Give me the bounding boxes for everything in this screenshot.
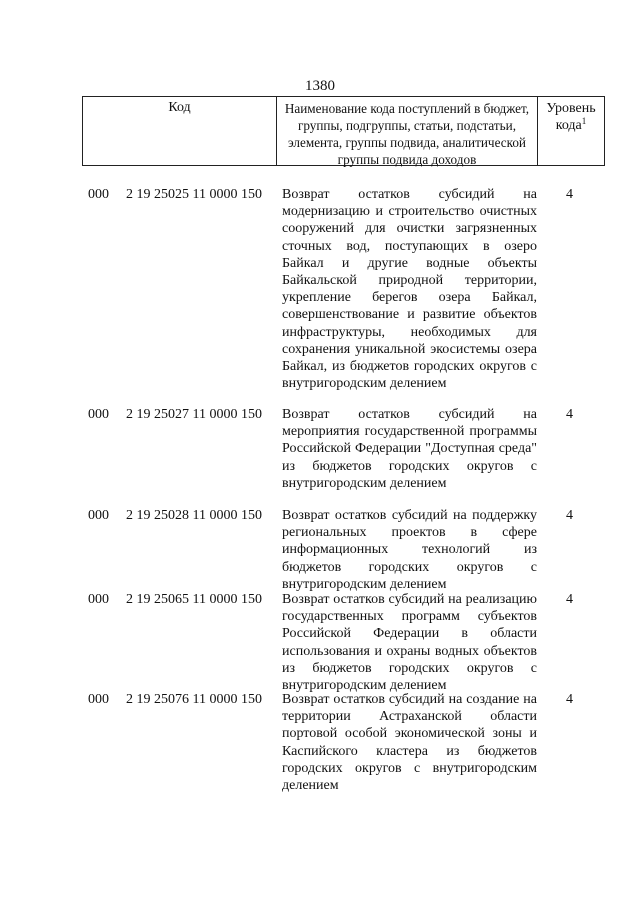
header-level — [538, 97, 604, 165]
row-prefix: 000 — [88, 508, 109, 523]
row-prefix: 000 — [88, 592, 109, 607]
table-body — [0, 186, 640, 801]
table-row — [0, 591, 640, 694]
table-row — [0, 507, 640, 591]
row-description: Возврат остатков субсидий на создание на территории Астраханской области портовой особой экономической зоны и Каспийского кластера из бюджетов городских округов с внутригородским делением — [282, 692, 537, 794]
row-code: 2 19 25028 11 0000 150 — [126, 508, 262, 523]
header-level-label: Уровень кода — [546, 101, 596, 133]
page-number: 1380 — [305, 78, 335, 94]
row-description: Возврат остатков субсидий на реализацию государственных программ субъектов Российской Федерации в области использования и охраны водных объектов из бюджетов городских округов с внутригородским делением — [282, 592, 537, 694]
row-prefix: 000 — [88, 692, 109, 707]
row-description: Возврат остатков субсидий на модернизацию и строительство очистных сооружений для очистки загрязненных сточных вод, поступающих в озеро Байкал и другие водные объекты Байкальской природной территории, укрепление берегов озера Байкал, совершенствование и развитие объектов инфраструктуры, необходимых для сохранения уникальной экосистемы озера Байкал, из бюджетов городских округов с внутригородским делением — [282, 187, 537, 392]
row-level: 4 — [566, 592, 573, 607]
row-level: 4 — [566, 187, 573, 202]
header-level-footnote: 1 — [581, 116, 587, 126]
row-code: 2 19 25076 11 0000 150 — [126, 692, 262, 707]
table-header — [82, 96, 605, 166]
row-level: 4 — [566, 692, 573, 707]
row-code: 2 19 25065 11 0000 150 — [126, 592, 262, 607]
row-prefix: 000 — [88, 187, 109, 202]
row-prefix: 000 — [88, 407, 109, 422]
row-description: Возврат остатков субсидий на поддержку региональных проектов в сфере информационных технологий из бюджетов городских округов с внутригородским делением — [282, 508, 537, 592]
row-level: 4 — [566, 407, 573, 422]
row-description: Возврат остатков субсидий на мероприятия государственной программы Российской Федерации "Доступная среда" из бюджетов городских округов с внутригородским делением — [282, 407, 537, 491]
header-name: Наименование кода поступлений в бюджет, группы, подгруппы, статьи, подстатьи, элемента, группы подвида, аналитической группы подвида доходов — [277, 97, 538, 165]
row-code: 2 19 25027 11 0000 150 — [126, 407, 262, 422]
table-row — [0, 406, 640, 507]
header-code: Код — [83, 97, 277, 165]
table-row — [0, 691, 640, 801]
row-code: 2 19 25025 11 0000 150 — [126, 187, 262, 202]
row-level: 4 — [566, 508, 573, 523]
table-row — [0, 186, 640, 406]
